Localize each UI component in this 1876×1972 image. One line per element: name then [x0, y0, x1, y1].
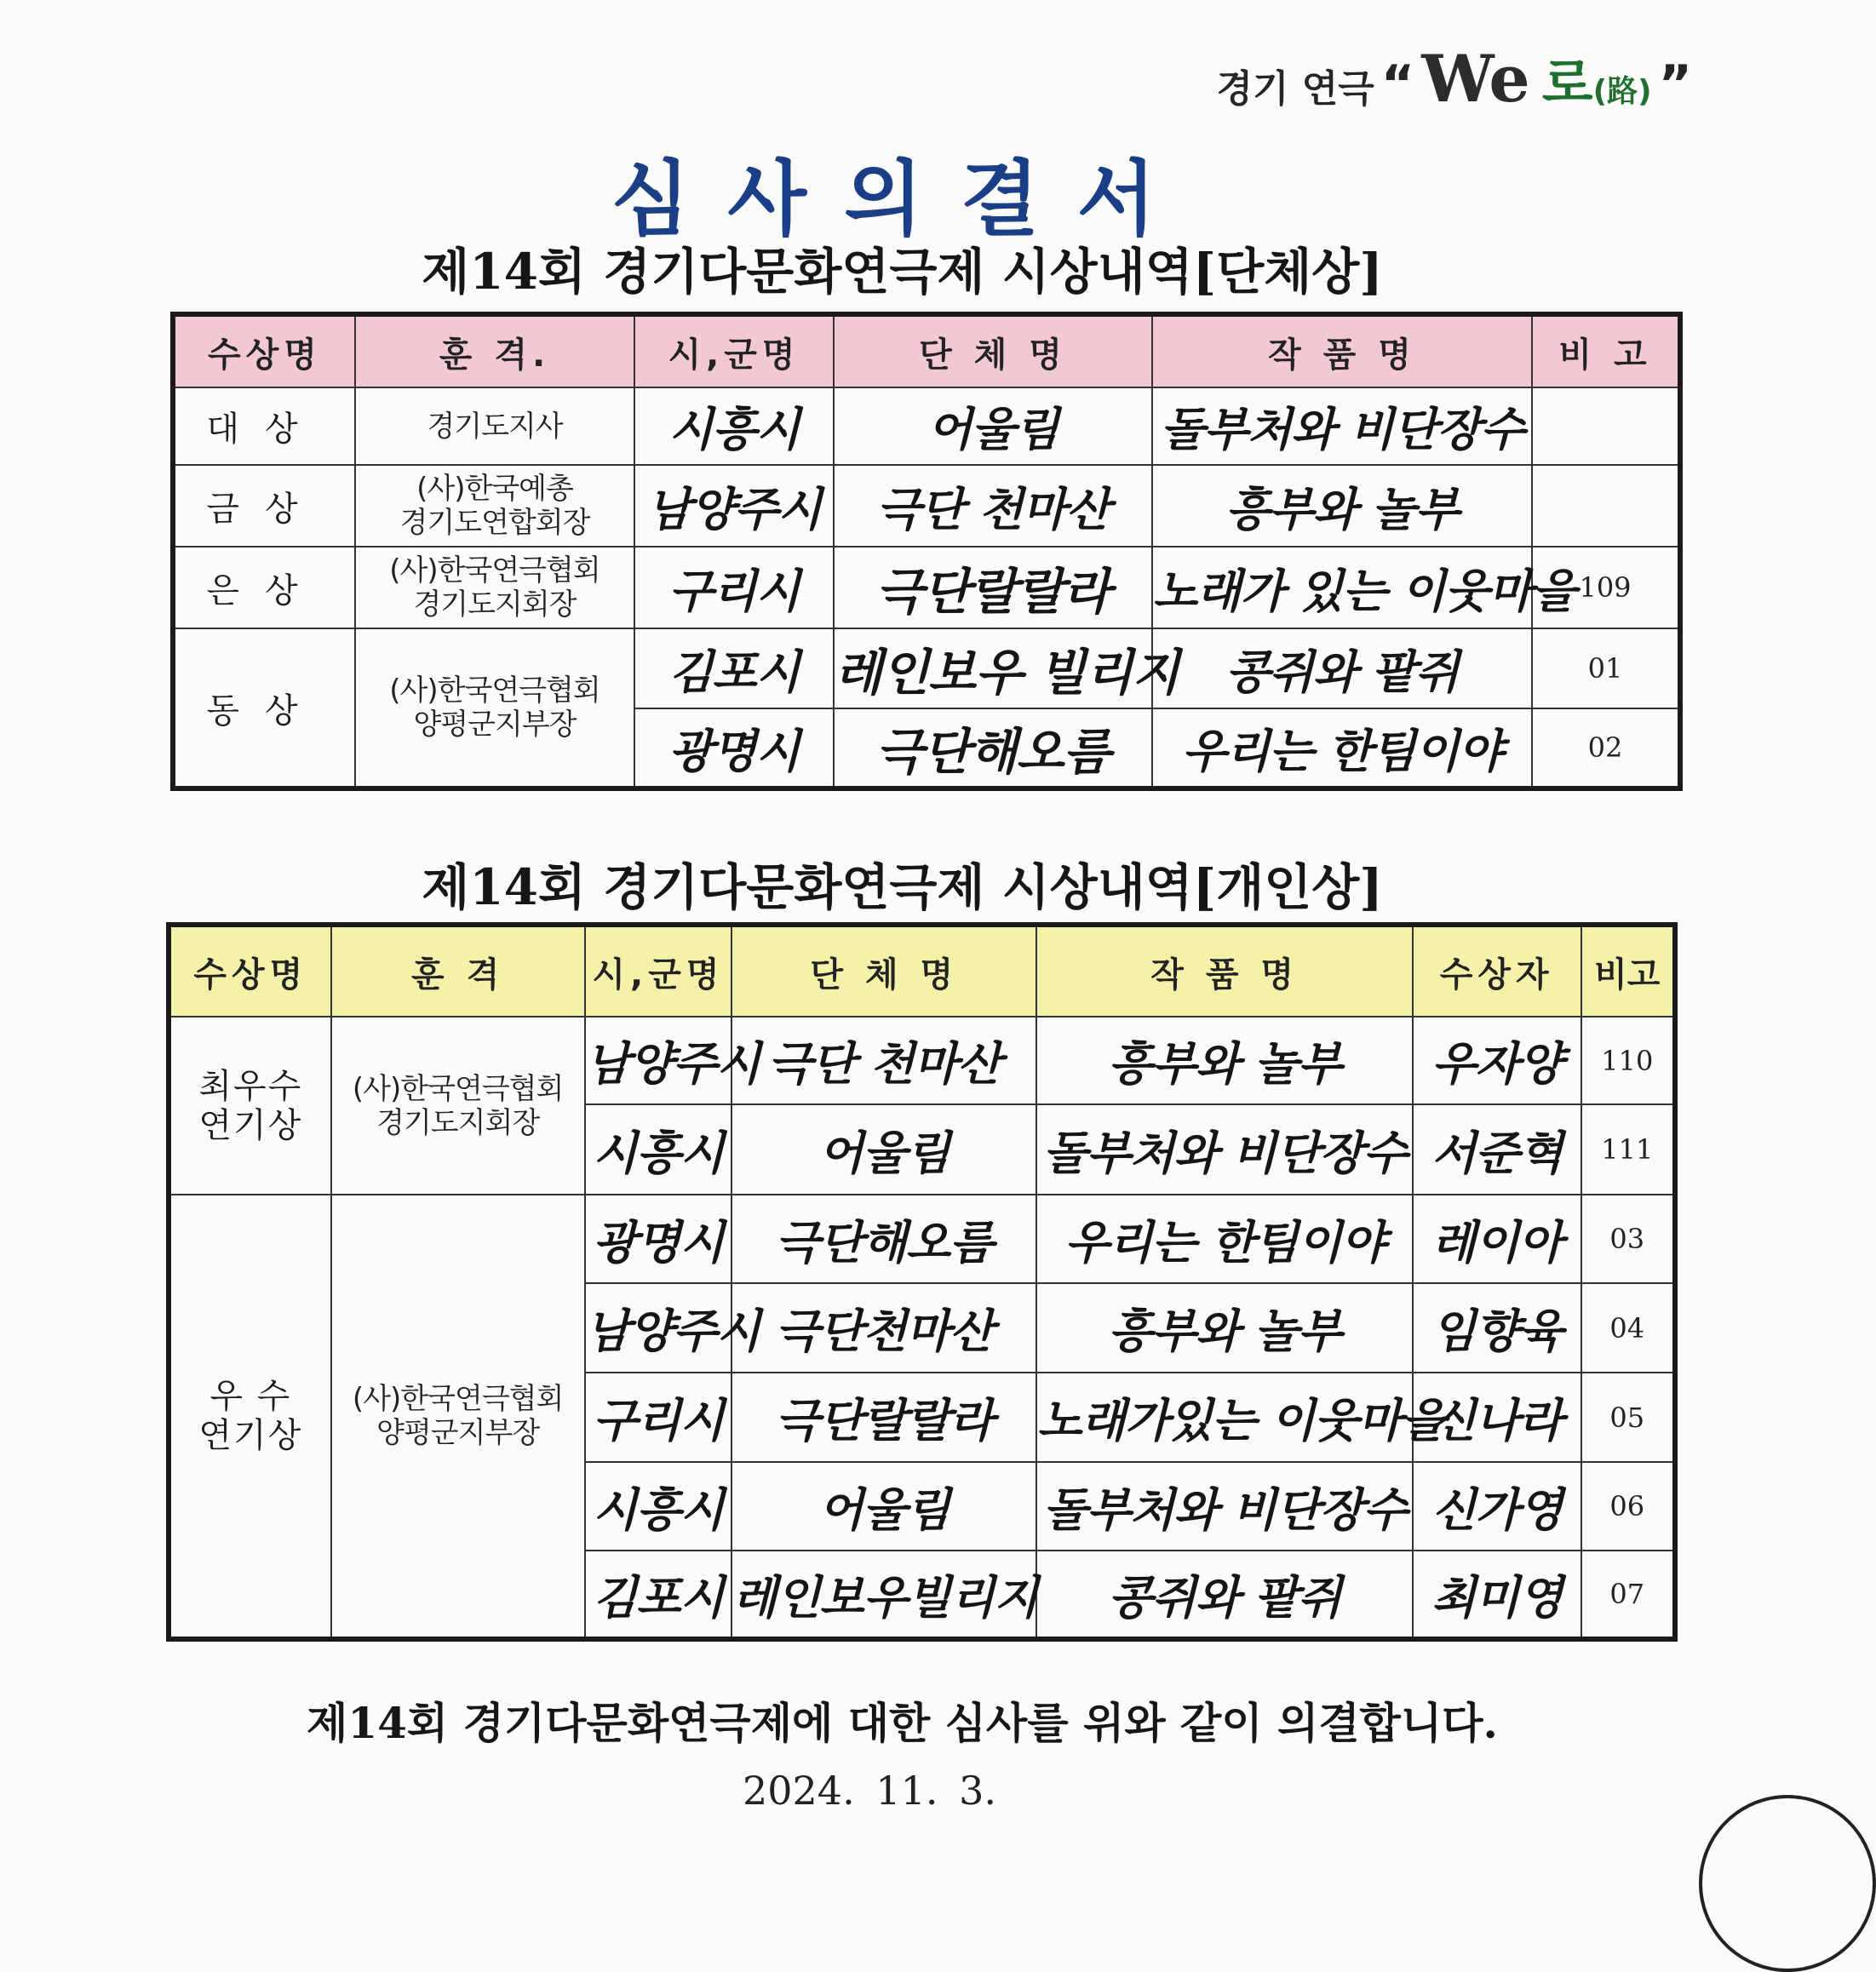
group-cell: 극단랄랄라 [834, 547, 1152, 628]
work-cell: 노래가 있는 이웃마을 [1152, 547, 1532, 628]
header-award: 수상명 [173, 314, 355, 387]
city-cell: 광명시 [634, 708, 834, 788]
header-note: 비 고 [1532, 314, 1680, 387]
table-row [169, 1195, 1675, 1283]
header-city: 시,군명 [634, 314, 834, 387]
work-cell: 흥부와 놀부 [1036, 1017, 1412, 1104]
note-cell: 05 [1581, 1373, 1675, 1462]
honor-cell: 경기도지사 [355, 387, 634, 465]
winner-cell: 서준혁 [1413, 1104, 1581, 1195]
note-cell: 04 [1581, 1283, 1675, 1373]
city-cell: 남양주시 [585, 1283, 732, 1373]
winner-cell: 임향육 [1413, 1283, 1581, 1373]
city-cell: 김포시 [585, 1551, 732, 1639]
award-name: 동상 [173, 628, 355, 788]
city-cell: 김포시 [634, 628, 834, 708]
group-cell: 어울림 [731, 1104, 1036, 1195]
brand-label: 경기 연극 [1216, 67, 1374, 111]
winner-cell: 레이아 [1413, 1195, 1581, 1283]
group-awards-heading: 제14회 경기다문화연극제 시상내역[단체상] [422, 243, 1383, 301]
city-cell: 광명시 [585, 1195, 732, 1283]
group-awards-table [170, 312, 1683, 791]
individual-awards-table [166, 922, 1678, 1642]
award-name: 대상 [173, 387, 355, 465]
work-cell: 흥부와 놀부 [1152, 465, 1532, 547]
document-title: 심사의결서 [611, 152, 1194, 247]
city-cell: 남양주시 [634, 465, 834, 547]
group-cell: 어울림 [731, 1462, 1036, 1551]
brand-slogan [1216, 41, 1699, 117]
city-cell: 남양주시 [585, 1017, 732, 1104]
note-cell [1532, 387, 1680, 465]
group-cell: 레인보우 빌리지 [834, 628, 1152, 708]
header-note: 비고 [1581, 925, 1675, 1017]
header-group: 단 체 명 [731, 925, 1036, 1017]
award-name: 금상 [173, 465, 355, 547]
work-cell: 돌부처와 비단장수 [1152, 387, 1532, 465]
table-row [173, 628, 1680, 708]
group-cell: 극단 천마산 [834, 465, 1152, 547]
header-work: 작 품 명 [1036, 925, 1412, 1017]
brand-close-quote: ” [1658, 54, 1692, 114]
work-cell: 콩쥐와 팥쥐 [1036, 1551, 1412, 1639]
group-cell: 극단해오름 [731, 1195, 1036, 1283]
work-cell: 노래가있는 이웃마을 [1036, 1373, 1412, 1462]
note-cell: 01 [1532, 628, 1680, 708]
work-cell: 돌부처와 비단장수 [1036, 1104, 1412, 1195]
seal-stamp-edge [1699, 1795, 1876, 1972]
scan-edge-marks [630, 0, 1175, 12]
header-city: 시,군명 [585, 925, 732, 1017]
brand-we: We [1421, 41, 1530, 117]
city-cell: 구리시 [634, 547, 834, 628]
header-award: 수상명 [169, 925, 331, 1017]
group-cell: 레인보우빌리지 [731, 1551, 1036, 1639]
note-cell: 07 [1581, 1551, 1675, 1639]
note-cell: 06 [1581, 1462, 1675, 1551]
note-cell: 03 [1581, 1195, 1675, 1283]
note-cell [1532, 465, 1680, 547]
group-cell: 극단 천마산 [731, 1017, 1036, 1104]
individual-awards-heading: 제14회 경기다문화연극제 시상내역[개인상] [422, 858, 1383, 916]
winner-cell: 신나라 [1413, 1373, 1581, 1462]
closing-statement: 제14회 경기다문화연극제에 대한 심사를 위와 같이 의결합니다. [307, 1698, 1498, 1748]
award-name: 은상 [173, 547, 355, 628]
city-cell: 시흥시 [634, 387, 834, 465]
group-cell: 극단랄랄라 [731, 1373, 1036, 1462]
award-name: 최우수 연기상 [169, 1017, 331, 1195]
table-header-row [169, 925, 1675, 1017]
city-cell: 구리시 [585, 1373, 732, 1462]
group-cell: 극단천마산 [731, 1283, 1036, 1373]
group-cell: 어울림 [834, 387, 1152, 465]
brand-hanja: (路) [1592, 74, 1652, 109]
work-cell: 우리는 한팀이야 [1152, 708, 1532, 788]
table-row [173, 387, 1680, 465]
note-cell: 109 [1532, 547, 1680, 628]
brand-open-quote: “ [1380, 54, 1415, 114]
honor-cell: (사)한국연극협회 양평군지부장 [355, 628, 634, 788]
group-cell: 극단해오름 [834, 708, 1152, 788]
winner-cell: 최미영 [1413, 1551, 1581, 1639]
city-cell: 시흥시 [585, 1104, 732, 1195]
table-header-row [173, 314, 1680, 387]
winner-cell: 신가영 [1413, 1462, 1581, 1551]
honor-cell: (사)한국연극협회 경기도지회장 [331, 1017, 585, 1195]
table-row [173, 465, 1680, 547]
work-cell: 우리는 한팀이야 [1036, 1195, 1412, 1283]
award-name: 우 수 연기상 [169, 1195, 331, 1639]
brand-ro: 로 [1541, 52, 1593, 114]
header-work: 작 품 명 [1152, 314, 1532, 387]
note-cell: 110 [1581, 1017, 1675, 1104]
city-cell: 시흥시 [585, 1462, 732, 1551]
header-group: 단 체 명 [834, 314, 1152, 387]
honor-cell: (사)한국연극협회 경기도지회장 [355, 547, 634, 628]
honor-cell: (사)한국예총 경기도연합회장 [355, 465, 634, 547]
note-cell: 02 [1532, 708, 1680, 788]
document-date: 2024. 11. 3. [743, 1768, 996, 1814]
work-cell: 흥부와 놀부 [1036, 1283, 1412, 1373]
winner-cell: 우자양 [1413, 1017, 1581, 1104]
honor-cell: (사)한국연극협회 양평군지부장 [331, 1195, 585, 1639]
table-row [173, 547, 1680, 628]
work-cell: 돌부처와 비단장수 [1036, 1462, 1412, 1551]
note-cell: 111 [1581, 1104, 1675, 1195]
header-winner: 수상자 [1413, 925, 1581, 1017]
work-cell: 콩쥐와 팥쥐 [1152, 628, 1532, 708]
table-row [169, 1017, 1675, 1104]
header-honor: 훈 격. [355, 314, 634, 387]
header-honor: 훈 격 [331, 925, 585, 1017]
